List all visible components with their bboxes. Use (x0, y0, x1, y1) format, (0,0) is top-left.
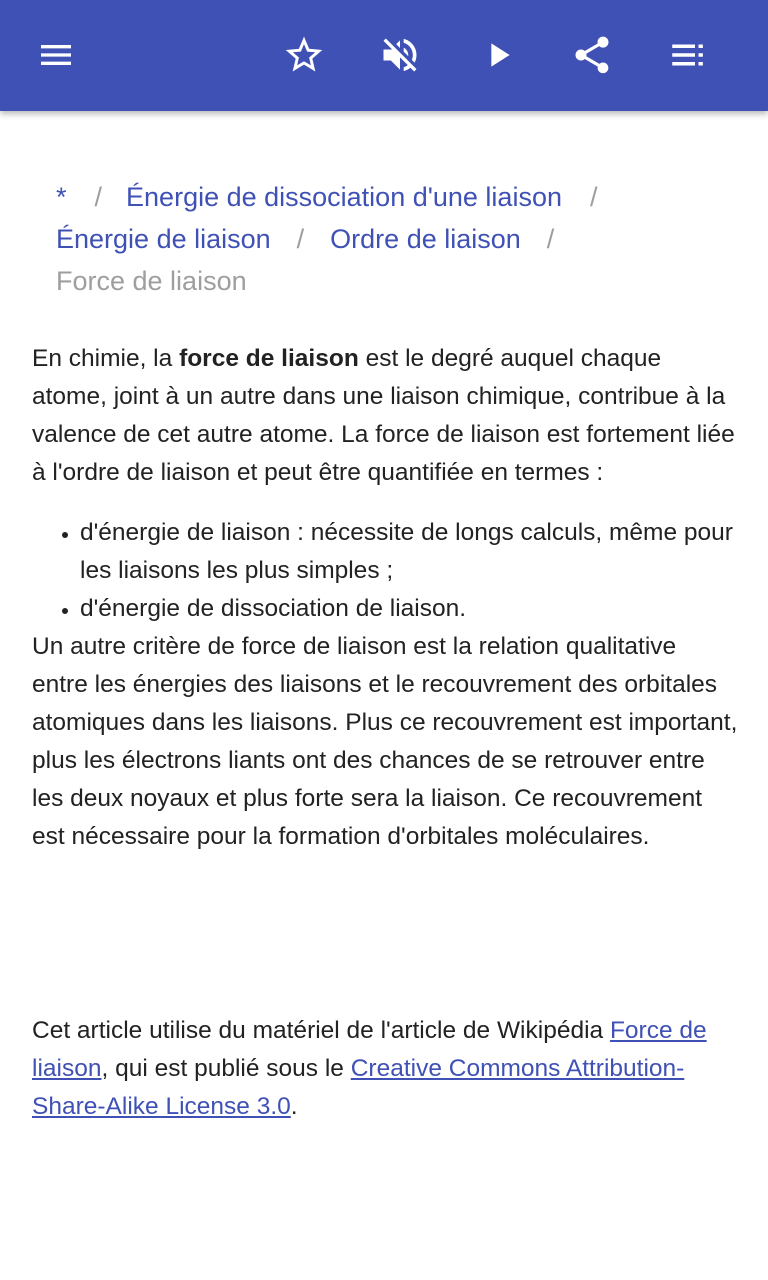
breadcrumb-item-dissociation[interactable]: Énergie de dissociation d'une liaison (126, 182, 562, 212)
license-link[interactable]: Creative Commons Attribution-Share-Alike License 3.0 (32, 1055, 685, 1120)
menu-icon (36, 35, 76, 75)
breadcrumb-separator: / (589, 182, 598, 212)
breadcrumb-current: Force de liaison (56, 266, 247, 296)
star-outline-icon (282, 33, 326, 77)
breadcrumb (56, 176, 736, 302)
intro-text-end: est le degré auquel chaque atome, joint à un autre dans une liaison chimique, contribue à la valence de cet autre atome. La force de liaison est fortement liée à l'ordre de liaison et peut être quantifiée en termes : (32, 345, 735, 486)
breadcrumb-item-root[interactable]: * (56, 182, 67, 212)
mute-button[interactable] (372, 27, 428, 83)
favorite-button[interactable] (276, 27, 332, 83)
intro-paragraph (32, 340, 738, 492)
attribution-text: Cet article utilise du matériel de l'article de Wikipédia (32, 1017, 610, 1044)
breadcrumb-item-energie[interactable]: Énergie de liaison (56, 224, 271, 254)
playlist-icon (667, 34, 709, 76)
attribution (32, 1012, 738, 1126)
breadcrumb-item-ordre[interactable]: Ordre de liaison (330, 224, 521, 254)
menu-button[interactable] (28, 27, 84, 83)
intro-text-start: En chimie, la (32, 345, 180, 372)
share-icon (570, 33, 614, 77)
volume-off-icon (378, 33, 422, 77)
app-bar (0, 0, 768, 111)
breadcrumb-separator: / (94, 182, 103, 212)
list-item: • d'énergie de dissociation de liaison. (80, 590, 738, 628)
attribution-text: . (290, 1093, 298, 1120)
play-button[interactable] (470, 27, 526, 83)
share-button[interactable] (564, 27, 620, 83)
list-item: • d'énergie de liaison : nécessite de longs calculs, même pour les liaisons les plus simples ; (80, 514, 738, 590)
bullet-list (32, 514, 738, 628)
play-icon (478, 35, 518, 75)
article-body (32, 340, 738, 856)
breadcrumb-separator: / (296, 224, 305, 254)
attribution-text: , qui est publié sous le (101, 1055, 351, 1082)
breadcrumb-separator: / (546, 224, 555, 254)
playlist-button[interactable] (660, 27, 716, 83)
intro-bold-term: force de liaison (179, 345, 359, 372)
article-link[interactable]: Force de liaison (32, 1017, 707, 1082)
paragraph-2: Un autre critère de force de liaison est la relation qualitative entre les énergies des liaisons et le recouvrement des orbitales atomiques dans les liaisons. Plus ce recouvrement est important, plus les électrons liants ont des chances de se retrouver entre les deux noyaux et plus forte sera la liaison. Ce recouvrement est nécessaire pour la formation d'orbitales moléculaires. (32, 633, 738, 850)
